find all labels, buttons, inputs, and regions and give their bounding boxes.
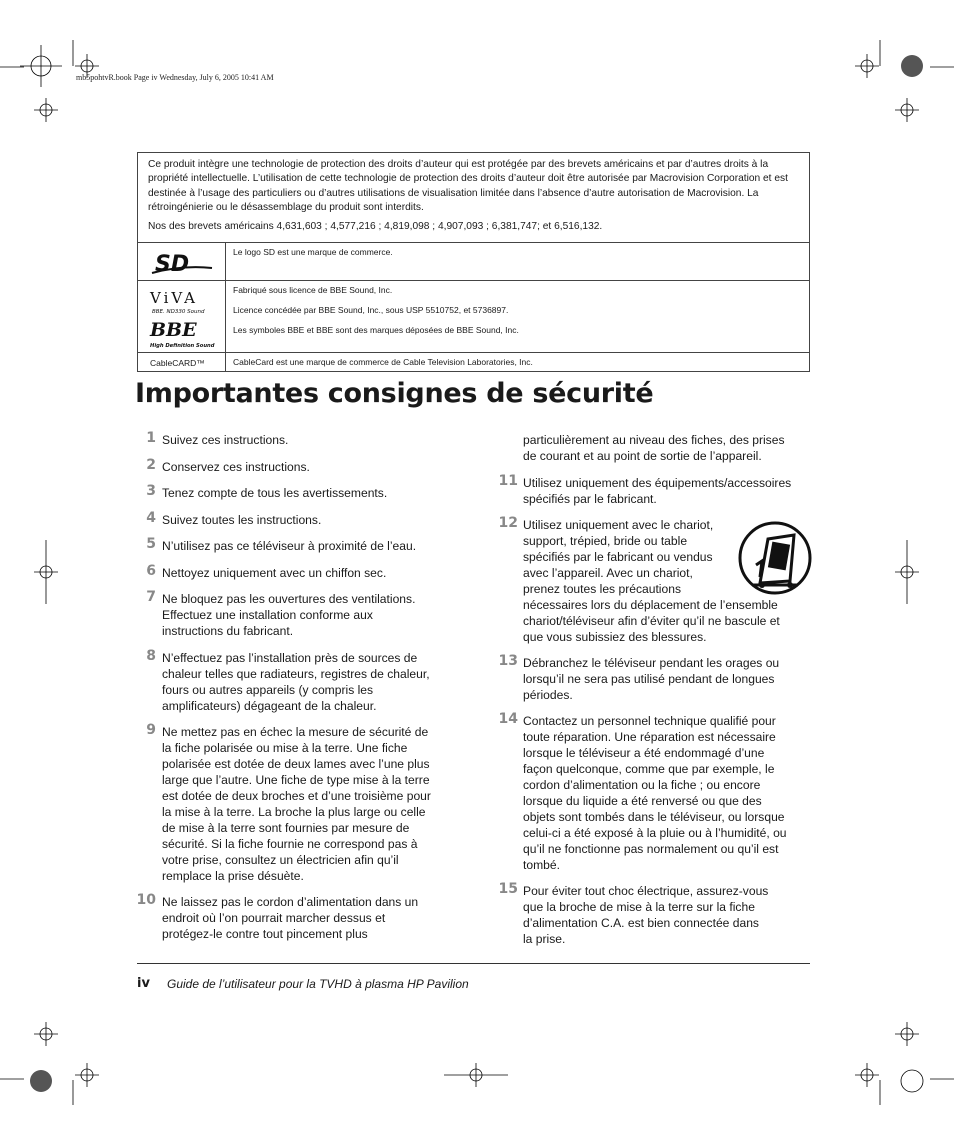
bbe-license-text	[233, 280, 803, 340]
item-text-line: endroit où l’on pourrait marcher dessus et	[162, 911, 386, 925]
item-number: 15	[498, 881, 518, 897]
item-text-line: sécurité. Si la fiche fournie ne correspond pas à	[162, 837, 418, 851]
item-number: 1	[146, 430, 156, 446]
item-number: 7	[146, 589, 156, 605]
sd-row	[138, 243, 809, 281]
item-text-line: qu’il ne fonctionne pas normalement ou qu’il est	[523, 842, 779, 856]
item-text-line: Pour éviter tout choc électrique, assurez-vous	[523, 884, 769, 898]
item-number: 4	[146, 510, 156, 526]
item-text-line: spécifiés par le fabricant.	[523, 492, 657, 506]
item-text-line: large que l’autre. Une fiche de type mise à la terre	[162, 773, 430, 787]
bbe-logo-cell	[138, 281, 226, 352]
item-text-line: de mise à la terre sont fournies par mesure de	[162, 821, 410, 835]
item-text-line: Tenez compte de tous les avertissements.	[162, 486, 388, 500]
item-text-line: d’alimentation C.A. est bien connectée dans	[523, 916, 759, 930]
item-text-line: Utilisez uniquement des équipements/accessoires	[523, 476, 792, 490]
item-text-line: votre prise, consultez un électricien afin qu’il	[162, 853, 399, 867]
item-text-line: que la broche de mise à la terre sur la fiche	[523, 900, 755, 914]
item-text-line: Ne mettez pas en échec la mesure de sécurité de	[162, 725, 429, 739]
item-text-line: périodes.	[523, 688, 573, 702]
legal-notice-table	[137, 152, 810, 372]
item-number: 2	[146, 457, 156, 473]
book-header-line: mb5pohtvR.book Page iv Wednesday, July 6, 2005 10:41 AM	[76, 73, 274, 82]
bbe-row	[138, 281, 809, 353]
item-text-line: la prise.	[523, 932, 566, 946]
cablecard-text: CableCard est une marque de commerce de Cable Television Laboratories, Inc.	[233, 357, 533, 367]
bbe-line: Les symboles BBE et BBE sont des marques déposées de BBE Sound, Inc.	[233, 325, 519, 335]
macrovision-paragraph: Ce produit intègre une technologie de protection des droits d’auteur qui est protégée par des brevets américains et par d’autres droits à la propriété intellectuelle. L’utilisation de cette technologie de protection des droits d’auteur doit être autorisée par Macrovision Corporation et est destinée à l’usage des particuliers ou d’autres utilisations de visualisation limitée dans l’absence d’autre autorisation de Macrovision. La rétroingénierie ou le désassemblage du produit sont interdits.	[148, 159, 788, 213]
continuation-text-line: de courant et au point de sortie de l’appareil.	[523, 449, 762, 463]
item-text-line: Suivez toutes les instructions.	[162, 513, 322, 527]
item-text-line: Utilisez uniquement avec le chariot,	[523, 518, 714, 532]
item-text-line: chariot/téléviseur afin d’éviter qu’il ne bascule et	[523, 614, 780, 628]
item-text-line: Contactez un personnel technique qualifié pour	[523, 714, 776, 728]
item-text-line: amplificateurs) dégageant de la chaleur.	[162, 699, 377, 713]
item-text-line: Ne bloquez pas les ouvertures des ventilations.	[162, 592, 416, 606]
footer-rule	[137, 963, 810, 964]
item-text-line: Conservez ces instructions.	[162, 460, 310, 474]
item-text-line: support, trépied, bride ou table	[523, 534, 688, 548]
item-number: 13	[498, 653, 518, 669]
svg-text:BBE. ND330 Sound: BBE. ND330 Sound	[152, 309, 205, 315]
item-text-line: fours ou autres appareils (y compris les	[162, 683, 374, 697]
item-text-line: celui-ci a été exposé à la pluie ou à l’humidité, ou	[523, 826, 787, 840]
item-number: 10	[136, 892, 156, 908]
item-number: 6	[146, 563, 156, 579]
item-number: 14	[498, 711, 518, 727]
svg-text:ViVA: ViVA	[150, 289, 199, 307]
copyright-notice	[138, 153, 809, 243]
item-text-line: tombé.	[523, 858, 560, 872]
item-text-line: Ne laissez pas le cordon d’alimentation dans un	[162, 895, 419, 909]
item-text-line: façon quelconque, comme que par exemple, le	[523, 762, 775, 776]
footer-title: Guide de l’utilisateur pour la TVHD à plasma HP Pavilion	[167, 977, 469, 991]
item-number: 11	[498, 473, 518, 489]
item-text-line: prenez toutes les précautions	[523, 582, 681, 596]
item-text-line: lorsqu’il ne sera pas utilisé pendant de longues	[523, 672, 775, 686]
item-text-line: avec l’appareil. Avec un chariot,	[523, 566, 693, 580]
patents-paragraph: Nos des brevets américains 4,631,603 ; 4,577,216 ; 4,819,098 ; 4,907,093 ; 6,381,747; et 6,516,132.	[148, 221, 603, 233]
sd-logo-cell	[138, 243, 226, 280]
item-text-line: chaleur telles que radiateurs, registres de chaleur,	[162, 667, 430, 681]
item-text-line: nécessaires lors du déplacement de l’ensemble	[523, 598, 778, 612]
item-text-line: Effectuez une installation conforme aux	[162, 608, 373, 622]
item-text-line: cordon d’alimentation ou la fiche ; ou encore	[523, 778, 761, 792]
item-text-line: spécifiés par le fabricant ou vendus	[523, 550, 713, 564]
svg-text:SD: SD	[155, 252, 190, 277]
item-text-line: remplace la prise désuète.	[162, 869, 304, 883]
cablecard-row	[138, 353, 809, 372]
item-text-line: que vous subissiez des blessures.	[523, 630, 707, 644]
cart-tip-warning-icon	[738, 521, 813, 596]
bbe-line: Fabriqué sous licence de BBE Sound, Inc.	[233, 285, 393, 295]
page-number: iv	[137, 976, 150, 991]
item-text-line: lorsque du liquide a été renversé ou que des	[523, 794, 762, 808]
svg-text:BBE: BBE	[150, 319, 197, 341]
svg-text:High Definition Sound: High Definition Sound	[150, 343, 215, 349]
item-number: 5	[146, 536, 156, 552]
bbe-line: Licence concédée par BBE Sound, Inc., sous USP 5510752, et 5736897.	[233, 305, 509, 315]
item-text-line: Suivez ces instructions.	[162, 433, 289, 447]
item-text-line: instructions du fabricant.	[162, 624, 294, 638]
item-text-line: N’effectuez pas l’installation près de sources de	[162, 651, 418, 665]
item-number: 9	[146, 722, 156, 738]
item-text-line: la fiche polarisée ou mise à la terre. Une fiche	[162, 741, 408, 755]
item-text-line: protégez-le contre tout pincement plus	[162, 927, 368, 941]
item-text-line: Nettoyez uniquement avec un chiffon sec.	[162, 566, 387, 580]
continuation-text-line: particulièrement au niveau des fiches, des prises	[523, 433, 785, 447]
item-text-line: N’utilisez pas ce téléviseur à proximité de l’eau.	[162, 539, 417, 553]
item-number: 8	[146, 648, 156, 664]
item-text-line: polarisée est dotée de deux lames avec l’une plus	[162, 757, 430, 771]
item-text-line: est dotée de deux broches et d’une troisième pour	[162, 789, 431, 803]
item-number: 3	[146, 483, 156, 499]
sd-logo-icon	[138, 243, 226, 281]
item-text-line: objets sont tombés dans le téléviseur, ou lorsque	[523, 810, 785, 824]
sd-trademark-text: Le logo SD est une marque de commerce.	[233, 247, 393, 257]
item-text-line: la mise à la terre. La broche la plus large ou celle	[162, 805, 426, 819]
page-title: Importantes consignes de sécurité	[135, 378, 654, 409]
item-number: 12	[498, 515, 518, 531]
cablecard-label: CableCARD™	[138, 353, 226, 372]
item-text-line: lorsque le téléviseur a été endommagé d’une	[523, 746, 765, 760]
viva-bbe-logo-icon	[138, 281, 226, 353]
item-text-line: Débranchez le téléviseur pendant les orages ou	[523, 656, 780, 670]
item-text-line: toute réparation. Une réparation est nécessaire	[523, 730, 776, 744]
